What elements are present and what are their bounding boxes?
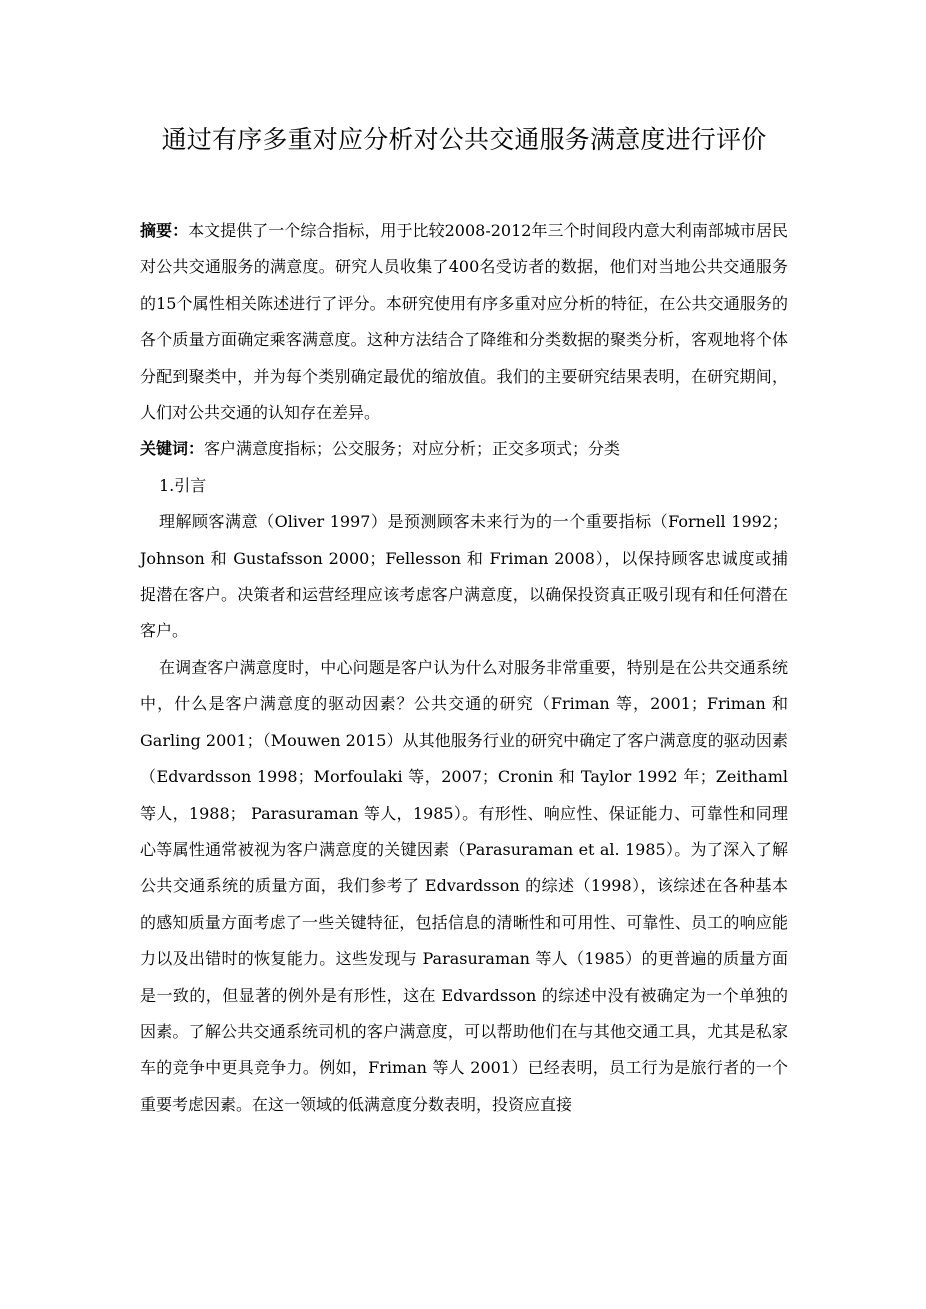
abstract-label: 摘要： xyxy=(140,221,189,240)
abstract-paragraph xyxy=(140,213,788,431)
paper-title: 通过有序多重对应分析对公共交通服务满意度进行评价 xyxy=(161,125,767,154)
keywords-label: 关键词： xyxy=(140,439,205,459)
intro-paragraph-2: 在调查客户满意度时，中心问题是客户认为什么对服务非常重要，特别是在公共交通系统中，什么是客户满意度的驱动因素？公共交通的研究（Friman 等，2001；Friman 和 Garling 2001；（Mouwen 2015）从其他服务行业的研究中确定了客户满意度的驱动因素（Edvardsson 1998；Morfoulaki 等，2007；Cronin 和 Taylor 1992 年；Zeithaml 等人，1988； Parasuraman 等人，1985）。有形性、响应性、保证能力、可靠性和同理心等属性通常被视为客户满意度的关键因素（Parasuraman et al. 1985）。为了深入了解公共交通系统的质量方面，我们参考了 Edvardsson 的综述（1998），该综述在各种基本的感知质量方面考虑了一些关键特征，包括信息的清晰性和可用性、可靠性、员工的响应能力以及出错时的恢复能力。这些发现与 Parasuraman 等人（1985）的更普遍的质量方面是一致的，但显著的例外是有形性，这在 Edvardsson 的综述中没有被确定为一个单独的因素。了解公共交通系统司机的客户满意度，可以帮助他们在与其他交通工具，尤其是私家车的竞争中更具竞争力。例如，Friman 等人 2001）已经表明，员工行为是旅行者的一个重要考虑因素。在这一领域的低满意度分数表明，投资应直接 xyxy=(140,657,788,1114)
section-heading-introduction: 1.引言 xyxy=(159,475,207,495)
keywords-paragraph xyxy=(140,431,788,467)
intro-paragraph-1: 理解顾客满意（Oliver 1997）是预测顾客未来行为的一个重要指标（Fornell 1992；Johnson 和 Gustafsson 2000；Fellesson 和 Friman 2008），以保持顾客忠诚度或捕捉潜在客户。决策者和运营经理应该考虑客户满意度，以确保投资真正吸引现有和任何潜在客户。 xyxy=(140,512,788,641)
abstract-text: 本文提供了一个综合指标，用于比较2008-2012年三个时间段内意大利南部城市居民对公共交通服务的满意度。研究人员收集了400名受访者的数据，他们对当地公共交通服务的15个属性相关陈述进行了评分。本研究使用有序多重对应分析的特征，在公共交通服务的各个质量方面确定乘客满意度。这种方法结合了降维和分类数据的聚类分析，客观地将个体分配到聚类中，并为每个类别确定最优的缩放值。我们的主要研究结果表明，在研究期间，人们对公共交通的认知存在差异。 xyxy=(140,221,788,423)
keywords-text: 客户满意度指标；公交服务；对应分析；正交多项式；分类 xyxy=(204,439,621,459)
paper-body xyxy=(140,213,788,1123)
